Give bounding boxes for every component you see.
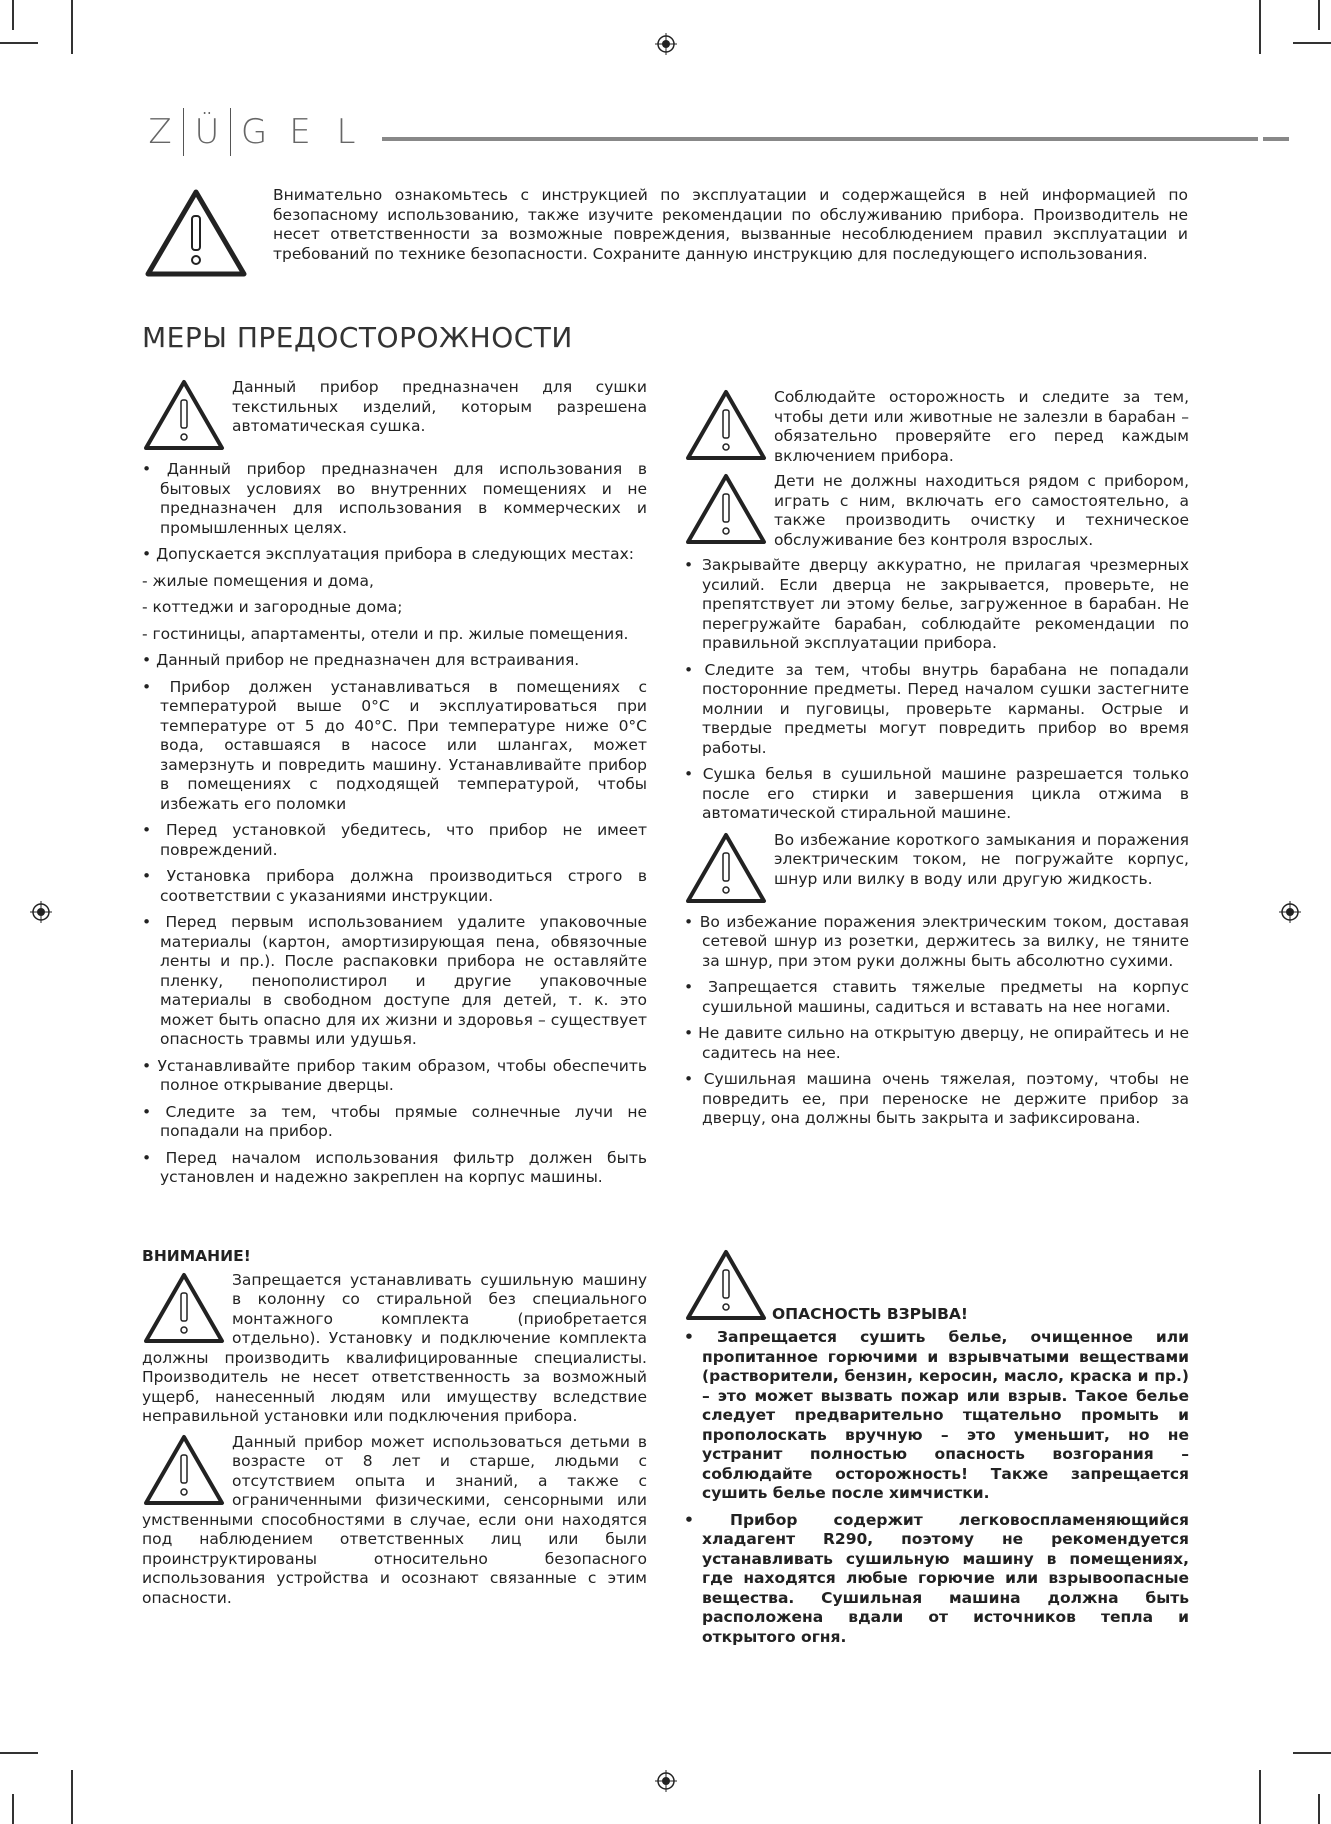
list-item: • Не давите сильно на открытую дверцу, не опирайтесь и не садитесь на нее. — [684, 1024, 1189, 1063]
logo-letter: G — [240, 112, 268, 152]
crop-mark — [1293, 42, 1331, 44]
left-column — [142, 378, 647, 1195]
list-item: • Запрещается ставить тяжелые предметы на корпус сушильной машины, садиться и вставать на нее ногами. — [684, 978, 1189, 1017]
explosion-header — [684, 1248, 1189, 1324]
crop-mark — [12, 1794, 14, 1824]
warning-text: Данный прибор предназначен для сушки текстильных изделий, которым разрешена автоматическая сушка. — [232, 378, 647, 435]
warning-triangle-icon — [684, 388, 768, 464]
warning-triangle-icon — [142, 1271, 226, 1347]
list-item: • Прибор содержит легковоспламеняющийся хладагент R290, поэтому не рекомендуется устанавливать сушильную машину в помещениях, где находятся любые горючие или взрывоопасные вещества. Сушильная машина должна быть расположена вдали от источников тепла и открытого огня. — [684, 1511, 1189, 1648]
crop-mark — [1259, 0, 1261, 54]
list-item: • Следите за тем, чтобы прямые солнечные лучи не попадали на прибор. — [142, 1103, 647, 1142]
warning-text: Данный прибор может использоваться детьми в возрасте от 8 лет и старше, людьми с отсутствием опыта и знаний, а также с ограниченными физическими, сенсорными или умственными способностями в случае, если они находятся под наблюдением ответственных лиц или были проинструктированы относительно безопасного использования устройства и осознают связанные с этим опасности. — [142, 1432, 647, 1607]
crop-mark — [71, 0, 73, 54]
warning-block — [142, 378, 647, 454]
warning-block — [684, 388, 1189, 466]
warning-block — [684, 472, 1189, 550]
explosion-section — [684, 1248, 1189, 1654]
crop-mark — [71, 1770, 73, 1824]
crop-mark — [0, 42, 38, 44]
list-item: - коттеджи и загородные дома; — [142, 598, 403, 616]
registration-mark-icon — [1279, 901, 1301, 923]
warning-triangle-icon — [684, 1248, 768, 1324]
warning-block — [142, 1271, 647, 1427]
header-rule — [1263, 137, 1289, 141]
registration-mark-icon — [655, 33, 677, 55]
list-item: • Во избежание поражения электрическим током, доставая сетевой шнур из розетки, держитесь за вилку, не тяните за шнур, при этом руки должны быть абсолютно сухими. — [684, 913, 1189, 972]
crop-mark — [0, 1752, 38, 1754]
list-item: • Перед первым использованием удалите упаковочные материалы (картон, амортизирующая пена, обвязочные ленты и пр.). После распаковки прибора не оставляйте пленку, пенополистирол и другие упаковочные материалы в свободном доступе для детей, т. к. это может быть опасно для их жизни и здоровья – существует опасность травмы или удушья. — [142, 913, 647, 1050]
brand-logo — [137, 108, 369, 156]
page-title: МЕРЫ ПРЕДОСТОРОЖНОСТИ — [142, 321, 573, 354]
intro-text: Внимательно ознакомьтесь с инструкцией по эксплуатации и содержащейся в ней информацией по безопасному использованию, также изучите рекомендации по обслуживанию прибора. Производитель не несет ответственности за возможные повреждения, вызванные несоблюдением правил эксплуатации и требований по технике безопасности. Сохраните данную инструкцию для последующего использования. — [273, 186, 1188, 263]
list-item: • Данный прибор не предназначен для встраивания. — [142, 651, 647, 671]
warning-text: Дети не должны находиться рядом с прибором, играть с ним, включать его самостоятельно, а также производить очистку и техническое обслуживание без контроля взрослых. — [774, 472, 1189, 549]
logo-letter: Z — [148, 112, 172, 152]
list-item: • Прибор должен устанавливаться в помещениях с температурой выше 0°С и эксплуатироваться при температуре от 5 до 40°С. При температуре ниже 0°С вода, оставшаяся в насосе или шлангах, может замерзнуть и повредить машину. Устанавливайте прибор в помещениях с подходящей температурой, чтобы избежать его поломки — [142, 678, 647, 815]
list-item: - жилые помещения и дома, — [142, 571, 374, 590]
crop-mark — [1318, 1794, 1320, 1824]
list-item: • Закрывайте дверцу аккуратно, не прилагая чрезмерных усилий. Если дверца не закрывается, проверьте, не препятствует ли этому белье, загруженное в барабан. Не перегружайте барабан, соблюдайте рекомендации по правильной эксплуатации прибора. — [684, 556, 1189, 654]
attention-section — [142, 1247, 647, 1614]
attention-heading: ВНИМАНИЕ! — [142, 1247, 251, 1265]
warning-text: Соблюдайте осторожность и следите за тем, чтобы дети или животные не залезли в барабан – обязательно проверяйте его перед каждым включением прибора. — [774, 388, 1189, 465]
list-item: • Устанавливайте прибор таким образом, чтобы обеспечить полное открывание дверцы. — [142, 1057, 647, 1096]
list-item: • Сушильная машина очень тяжелая, поэтому, чтобы не повредить ее, при переноске не держите прибор за дверцу, она должны быть закрыта и зафиксирована. — [684, 1070, 1189, 1129]
list-item: • Сушка белья в сушильной машине разрешается только после его стирки и завершения цикла отжима в автоматической стиральной машине. — [684, 765, 1189, 824]
list-item: • Перед установкой убедитесь, что прибор не имеет повреждений. — [142, 821, 647, 860]
registration-mark-icon — [30, 901, 52, 923]
header-rule — [382, 137, 1258, 141]
crop-mark — [1318, 0, 1320, 30]
crop-mark — [1293, 1752, 1331, 1754]
warning-block — [142, 1433, 647, 1609]
list-item: • Допускается эксплуатация прибора в следующих местах: — [142, 545, 647, 565]
warning-triangle-icon — [142, 1433, 226, 1509]
warning-text: Во избежание короткого замыкания и поражения электрическим током, не погружайте корпус, шнур или вилку в воду или другую жидкость. — [774, 830, 1189, 888]
warning-block — [684, 831, 1189, 907]
warning-triangle-icon — [142, 186, 250, 282]
list-item: • Данный прибор предназначен для использования в бытовых условиях во внутренних помещениях и не предназначен для использования в коммерческих и промышленных целях. — [142, 460, 647, 538]
list-item: • Следите за тем, чтобы внутрь барабана не попадали посторонние предметы. Перед началом сушки застегните молнии и пуговицы, проверьте карманы. Острые и твердые предметы могут повредить прибор во время работы. — [684, 661, 1189, 759]
logo-letter: E — [289, 112, 311, 152]
logo-letter: L — [336, 112, 356, 152]
warning-text: Запрещается устанавливать сушильную машину в колонну со стиральной без специального монтажного комплекта (приобретается отдельно). Установку и подключение комплекта должны производить квалифицированные специалисты. Производитель не несет ответственность за возможный ущерб, нанесенный людям или имуществу вследствие неправильной установки или подключения прибора. — [142, 1270, 647, 1425]
list-item: • Запрещается сушить белье, очищенное или пропитанное горючими и взрывчатыми веществами (растворители, бензин, керосин, масло, краска и пр.) – это может вызвать пожар или взрыв. Такое белье следует предварительно тщательно промыть и прополоскать вручную – это уменьшит, но не устранит полностью опасность возгорания – соблюдайте осторожность! Также запрещается сушить белье после химчистки. — [684, 1328, 1189, 1504]
list-item: • Перед началом использования фильтр должен быть установлен и надежно закреплен на корпус машины. — [142, 1149, 647, 1188]
right-column — [684, 388, 1189, 1136]
crop-mark — [12, 0, 14, 30]
warning-triangle-icon — [142, 378, 226, 454]
warning-triangle-icon — [684, 472, 768, 548]
explosion-heading: ОПАСНОСТЬ ВЗРЫВА! — [772, 1304, 968, 1323]
list-item: • Установка прибора должна производиться строго в соответствии с указаниями инструкции. — [142, 867, 647, 906]
warning-triangle-icon — [684, 831, 768, 907]
list-item: - гостиницы, апартаменты, отели и пр. жилые помещения. — [142, 624, 629, 643]
logo-letter: Ü — [183, 108, 231, 156]
registration-mark-icon — [655, 1770, 677, 1792]
crop-mark — [1259, 1770, 1261, 1824]
